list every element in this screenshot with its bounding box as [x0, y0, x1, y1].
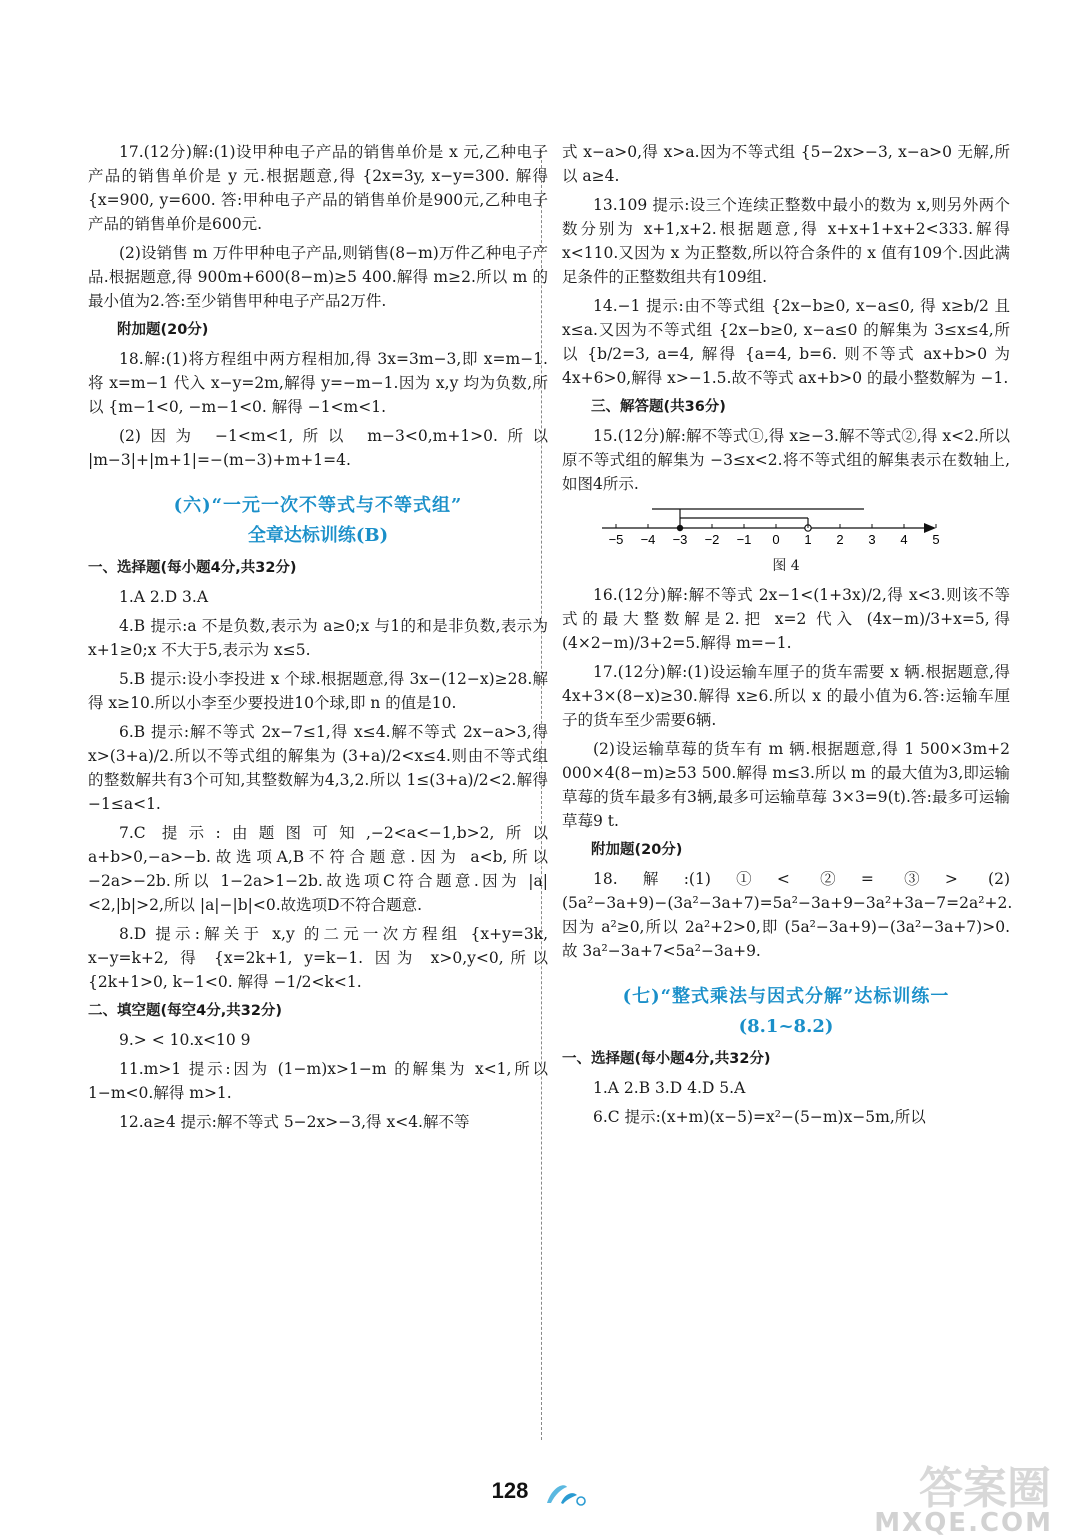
section-title-2: (七)“整式乘法与因式分解”达标训练一 — [622, 986, 950, 1007]
figure-caption: 图 4 — [772, 558, 800, 574]
answer-5: 5.B 提示:设小李投进 x 个球.根据题意,得 3x−(12−x)≥28.解得 x≥10.所以小李至少要投进10个球,即 n 的值是10. — [88, 670, 548, 712]
answer-4: 4.B 提示:a 不是负数,表示为 a≥0;x 与1的和是非负数,表示为 x+1≥0;x 不大于5,表示为 x≤5. — [88, 617, 548, 659]
answer-17b: 17.(12分)解:(1)设运输车厘子的货车需要 x 辆.根据题意,得 4x+3×(8−x)≥30.解得 x≥6.所以 x 的最小值为6.答:运输车厘子的货车至少需要6辆. — [562, 663, 1010, 729]
answer-12-cont: 式 x−a>0,得 x>a.因为不等式组 {5−2x>−3, x−a>0 无解,所以 a≥4. — [562, 143, 1010, 185]
left-column — [88, 140, 548, 1139]
watermark-url: MXQE.COM — [874, 1508, 1053, 1538]
page-number: 128 — [491, 1478, 529, 1503]
tick-label: 2 — [836, 532, 844, 547]
answer-17: 17.(12分)解:(1)设甲种电子产品的销售单价是 x 元,乙种电子产品的销售单价是 y 元.根据题意,得 {2x=3y, x−y=300. 解得 {x=900, y=600. 答:甲种电子产品的销售单价是900元,乙种电子产品的销售单价是600元. — [88, 143, 548, 233]
answer-11: 11.m>1 提示:因为 (1−m)x>1−m 的解集为 x<1,所以 1−m<0.解得 m>1. — [88, 1060, 548, 1102]
section-subtitle-2: (8.1~8.2) — [738, 1016, 834, 1037]
answer-18-part2: (2)因为 −1<m<1,所以 m−3<0,m+1>0.所以 |m−3|+|m+1|=−(m−3)+m+1=4. — [88, 427, 548, 469]
answer-1-3: 1.A 2.D 3.A — [119, 588, 209, 606]
answer-17-part2: (2)设销售 m 万件甲种电子产品,则销售(8−m)万件乙种电子产品.根据题意,得 900m+600(8−m)≥5 400.解得 m≥2.所以 m 的最小值为2.答:至少销售甲种电子产品2万件. — [88, 244, 548, 310]
answer-8: 8.D 提示:解关于 x,y 的二元一次方程组 {x+y=3k, x−y=k+2, 得 {x=2k+1, y=k−1. 因为 x>0,y<0,所以 {2k+1>0, k−1<0. 解得 −1/2<k<1. — [88, 925, 548, 991]
part-heading-solve: 三、解答题(共36分) — [591, 399, 726, 415]
part-heading-choice-2: 一、选择题(每小题4分,共32分) — [562, 1051, 771, 1067]
answer-6b: 6.C 提示:(x+m)(x−5)=x²−(5−m)x−5m,所以 — [593, 1108, 926, 1126]
tick-label: −2 — [704, 532, 720, 547]
answer-12: 12.a≥4 提示:解不等式 5−2x>−3,得 x<4.解不等 — [119, 1113, 470, 1131]
answer-13: 13.109 提示:设三个连续正整数中最小的数为 x,则另外两个数分别为 x+1,x+2.根据题意,得 x+x+1+x+2<333.解得 x<110.又因为 x 为正整数,所以符合条件的 x 值有109个.因此满足条件的正整数组共有109组. — [562, 196, 1010, 286]
section-title: (六)“一元一次不等式与不等式组” — [173, 495, 463, 516]
tick-label: 1 — [804, 532, 812, 547]
tick-label: −5 — [608, 532, 624, 547]
tick-label: 5 — [932, 532, 940, 547]
bonus-heading: 附加题(20分) — [117, 322, 209, 338]
watermark-logo: 答案圈 — [919, 1463, 1051, 1514]
right-column — [562, 140, 1013, 1134]
bonus-heading-2: 附加题(20分) — [591, 842, 683, 858]
tick-label: −3 — [672, 532, 688, 547]
answer-6: 6.B 提示:解不等式 2x−7≤1,得 x≤4.解不等式 2x−a>3,得 x>(3+a)/2.所以不等式组的解集为 (3+a)/2<x≤4.则由不等式组的整数解共有3个可知,其整数解为4,3,2.所以 1≤(3+a)/2<2.解得 −1≤a<1. — [88, 723, 548, 813]
answer-16: 16.(12分)解:解不等式 2x−1<(1+3x)/2,得 x<3.则该不等式的最大整数解是2.把 x=2 代入 (4x−m)/3+x=5,得 (4×2−m)/3+2=5.解得 m=−1. — [562, 586, 1010, 652]
answer-15: 15.(12分)解:解不等式①,得 x≥−3.解不等式②,得 x<2.所以原不等式组的解集为 −3≤x<2.将不等式组的解集表示在数轴上,如图4所示. — [562, 427, 1010, 493]
answer-18: 18.解:(1)将方程组中两方程相加,得 3x=3m−3,即 x=m−1.将 x=m−1 代入 x−y=2m,解得 y=−m−1.因为 x,y 均为负数,所以 {m−1<0, −m−1<0. 解得 −1<m<1. — [88, 350, 548, 416]
answer-9-10: 9.> < 10.x<10 9 — [119, 1031, 251, 1049]
answer-17b-part2: (2)设运输草莓的货车有 m 辆.根据题意,得 1 500×3m+2 000×4(8−m)≥53 500.解得 m≤3.所以 m 的最大值为3,即运输草莓的货车最多有3辆,最多可运输草莓 3×3=9(t).答:最多可运输草莓9 t. — [562, 740, 1010, 830]
number-line-figure — [602, 504, 942, 548]
answer-18b: 18.解:(1)①< ②= ③> (2)(5a²−3a+9)−(3a²−3a+7)=5a²−3a+9−3a²+3a−7=2a²+2.因为 a²≥0,所以 2a²+2>0,即 (5a²−3a+9)−(3a²−3a+7)>0.故 3a²−3a+7<5a²−3a+9. — [562, 870, 1013, 960]
tick-label: 4 — [900, 532, 908, 547]
tick-label: −4 — [640, 532, 656, 547]
tick-label: −1 — [736, 532, 752, 547]
tick-label: 3 — [868, 532, 876, 547]
section-subtitle: 全章达标训练(B) — [247, 525, 389, 546]
answer-1-5b: 1.A 2.B 3.D 4.D 5.A — [593, 1079, 746, 1097]
tick-label: 0 — [772, 532, 780, 547]
answer-7: 7.C 提示:由题图可知,−2<a<−1,b>2,所以 a+b>0,−a>−b.故选项A,B不符合题意.因为 a<b,所以 −2a>−2b.所以 1−2a>1−2b.故选项C符合题意.因为 |a|<2,|b|>2,所以 |a|−|b|<0.故选项D不符合题意. — [88, 824, 548, 914]
part-heading-fill: 二、填空题(每空4分,共32分) — [88, 1003, 283, 1019]
answer-14: 14.−1 提示:由不等式组 {2x−b≥0, x−a≤0, 得 x≥b/2 且 x≤a.又因为不等式组 {2x−b≥0, x−a≤0 的解集为 3≤x≤4,所以 {b/2=3, a=4, 解得 {a=4, b=6. 则不等式 ax+b>0 为 4x+6>0,解得 x>−1.5.故不等式 ax+b>0 的最小整数解为 −1. — [562, 297, 1010, 387]
part-heading-choice: 一、选择题(每小题4分,共32分) — [88, 560, 297, 576]
leaf-ornament-icon — [543, 1481, 589, 1507]
